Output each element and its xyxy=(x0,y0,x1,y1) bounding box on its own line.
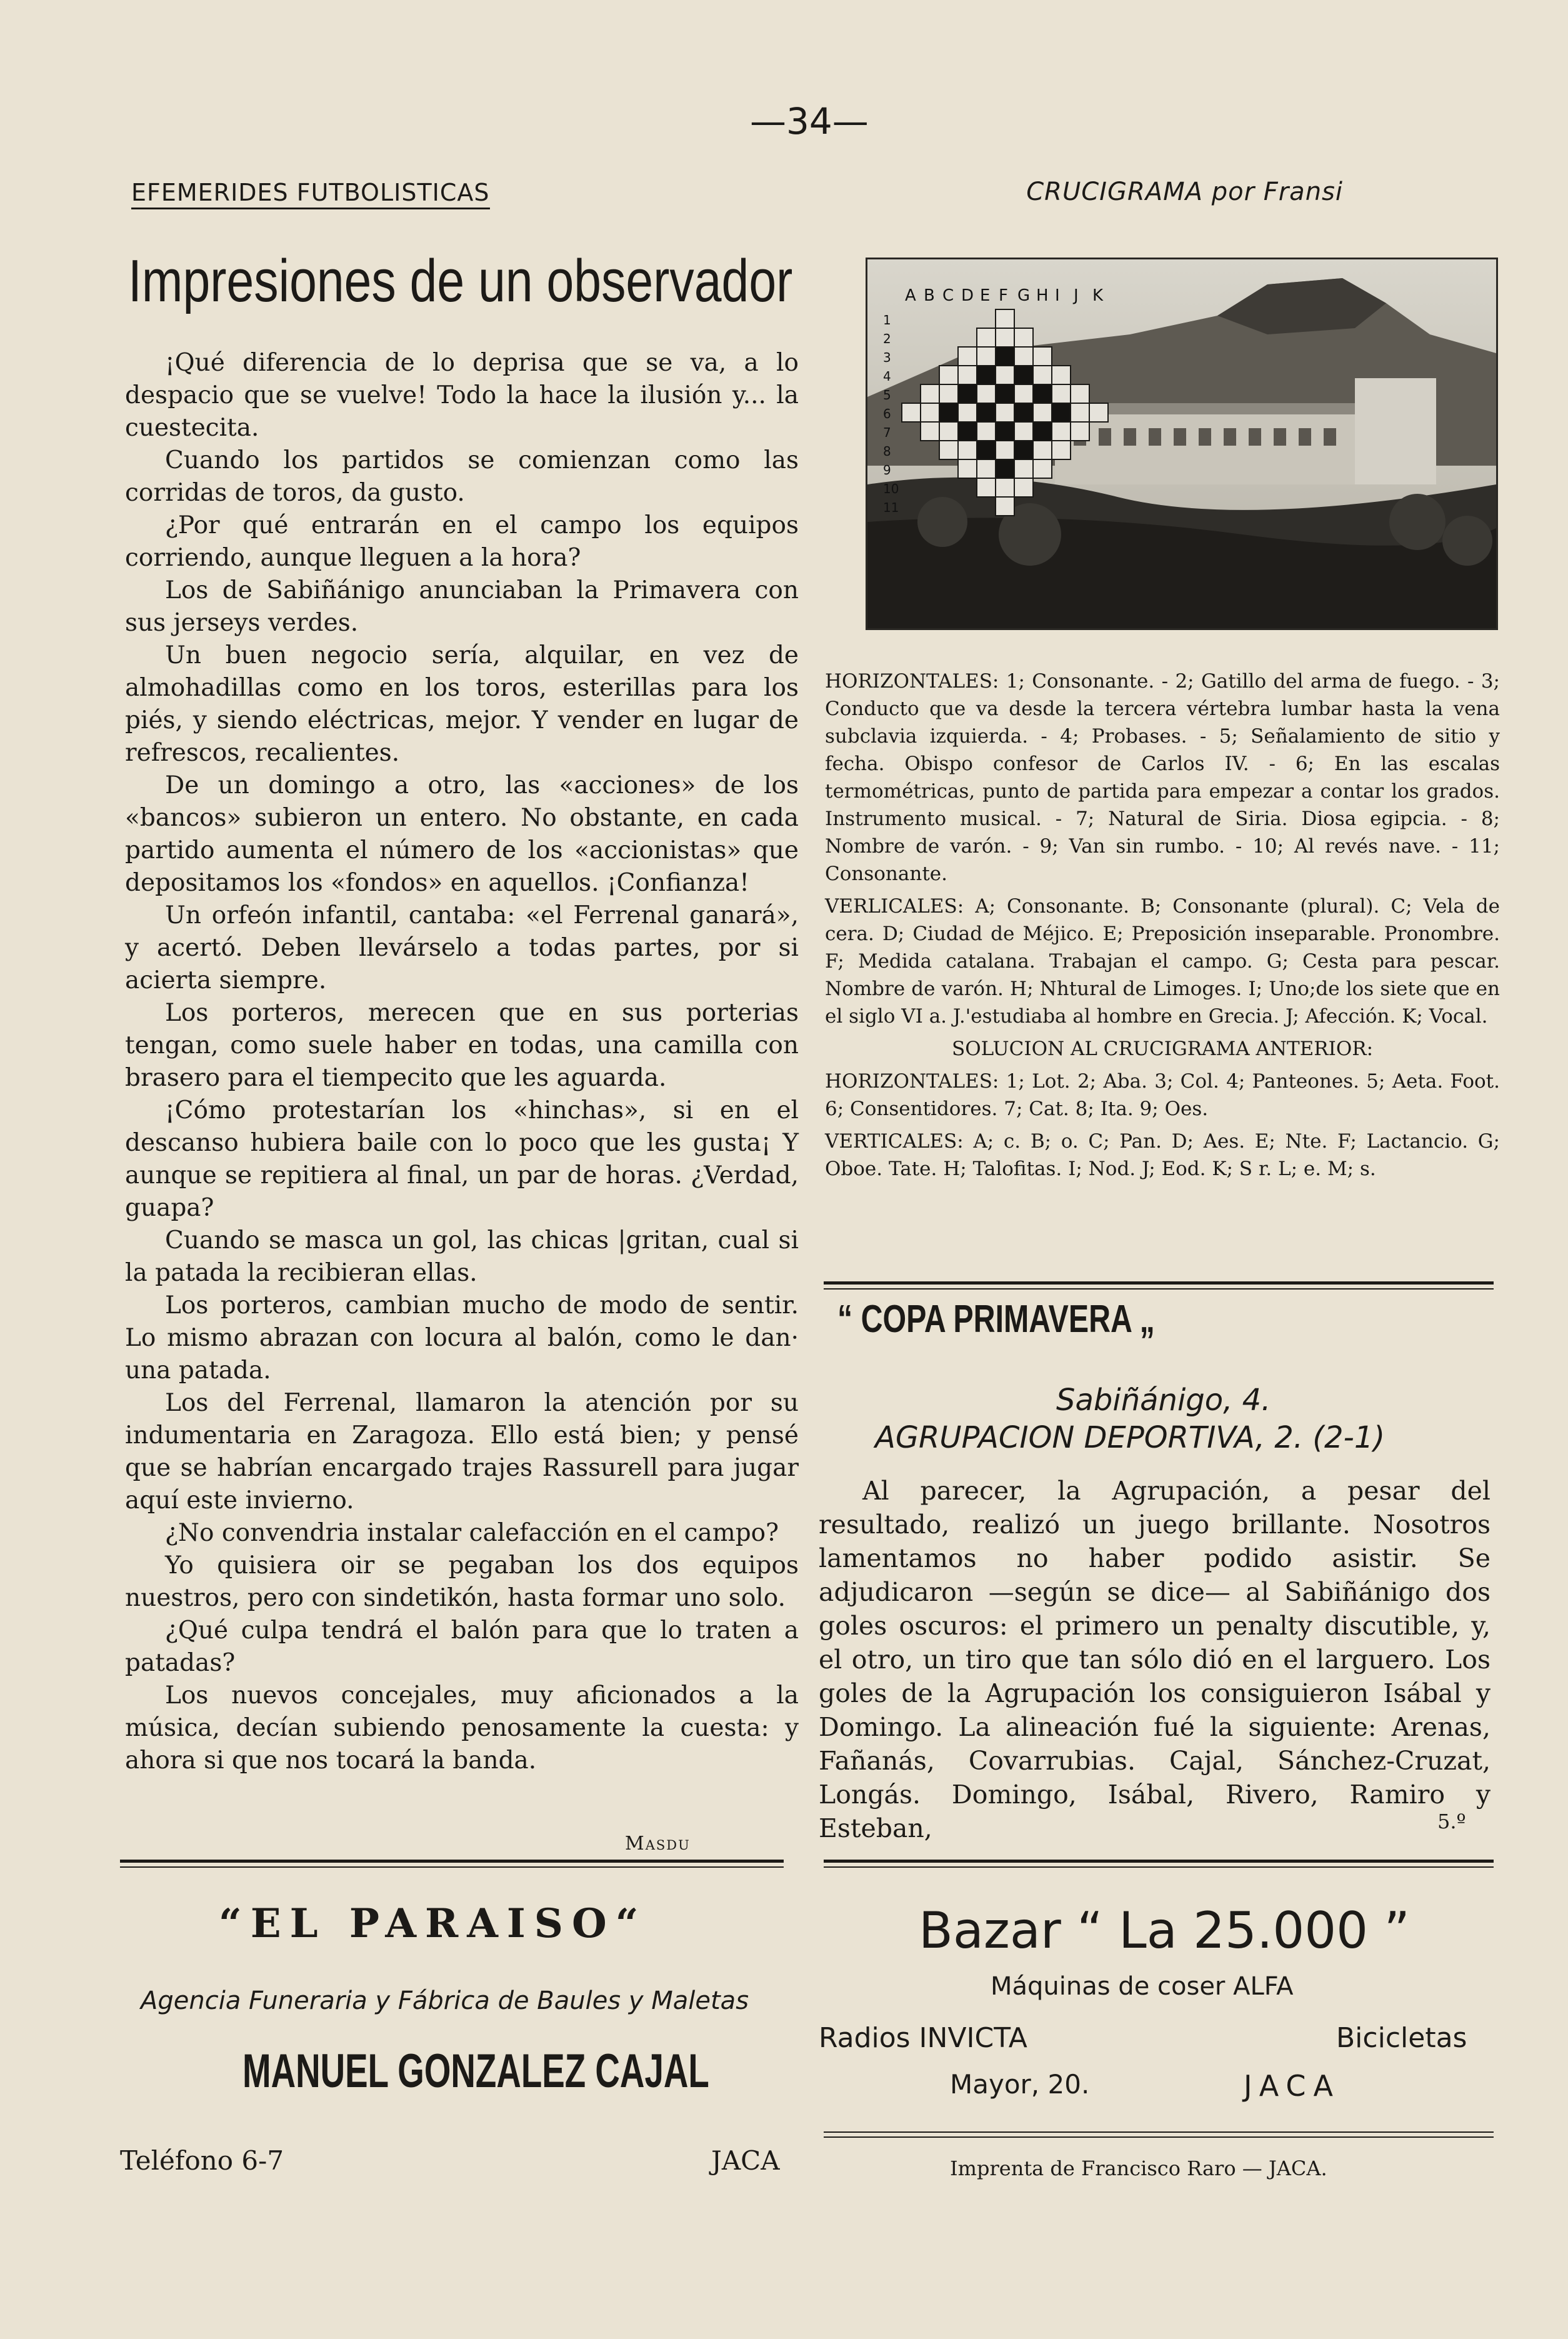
crossword-cell xyxy=(1052,403,1071,422)
crossword-cell xyxy=(1052,384,1071,403)
article-paragraph: Los nuevos concejales, muy aficionados a la música, decían subiendo penosamente la cuesta: y ahora si que nos tocará la banda. xyxy=(125,1681,799,1775)
score-away: AGRUPACION DEPORTIVA, 2. (2-1) xyxy=(875,1420,1386,1455)
crossword-column-letter: A xyxy=(905,286,916,305)
crossword-cell xyxy=(958,366,977,384)
crossword-row-number: 4 xyxy=(883,369,891,384)
divider-rule xyxy=(824,1281,1494,1290)
ad-bazar-address: Mayor, 20. xyxy=(950,2069,1090,2100)
crossword-cell xyxy=(977,441,996,459)
crossword-cell xyxy=(996,459,1014,478)
article-paragraph: Los del Ferrenal, llamaron la atención por su indumentaria en Zaragoza. Ello está bien; y pensé que se habrían encargado trajes Rassurell para jugar aquí este invierno. xyxy=(125,1389,799,1515)
copa-report xyxy=(819,1474,1491,1845)
crossword-cell xyxy=(958,459,977,478)
article-paragraph: Cuando los partidos se comienzan como las corridas de toros, da gusto. xyxy=(125,446,799,507)
crossword-cell xyxy=(996,422,1014,441)
copa-paragraph: Al parecer, la Agrupación, a pesar del resultado, realizó un juego brillante. Nosotros lamentamos no haber podido asistir. Se adjudicaron —según se dice— al Sabiñánigo dos goles oscuros: el primero un penalty discutible, y, el otro, un tiro que tan sólo dió en el larguero. Los goles de la Agrupación los consiguieron Isábal y Domingo. La alineación fué la siguiente: Arenas, Fañanás, Covarrubias. Cajal, Sánchez-Cruzat, Longás. Domingo, Isábal, Rivero, Ramiro y Esteban, xyxy=(819,1476,1491,1843)
crossword-cell xyxy=(939,422,958,441)
crossword-cell xyxy=(996,366,1014,384)
article-paragraph: ¿No convendria instalar calefacción en el campo? xyxy=(165,1519,779,1547)
crossword-cell xyxy=(921,403,939,422)
crossword-cell xyxy=(1014,328,1033,347)
ad-right-top-rule xyxy=(824,1860,1494,1868)
crossword-row-number: 2 xyxy=(883,331,891,346)
crossword-cell xyxy=(977,384,996,403)
crossword-cell xyxy=(1033,366,1052,384)
crossword-cell xyxy=(1014,366,1033,384)
crossword-column-letter: H xyxy=(1036,286,1049,305)
crossword-cell xyxy=(939,403,958,422)
crossword-cell xyxy=(1014,478,1033,497)
crossword-row-number: 1 xyxy=(883,313,891,328)
ad-paraiso-owner: MANUEL GONZALEZ CAJAL xyxy=(242,2045,709,2098)
crossword-cell xyxy=(996,309,1014,328)
crossword-cell xyxy=(996,478,1014,497)
crossword-photo xyxy=(866,258,1498,630)
crossword-row-number: 11 xyxy=(883,500,899,515)
copa-primavera-title: “ COPA PRIMAVERA „ xyxy=(837,1298,1155,1341)
crossword-cell xyxy=(1071,403,1089,422)
crossword-cell xyxy=(1014,422,1033,441)
crossword-cell xyxy=(977,478,996,497)
clues-horizontales: HORIZONTALES: 1; Consonante. - 2; Gatillo del arma de fuego. - 3; Conducto que va desde la tercera vértebra lumbar hasta la vena subclavia izquierda. - 4; Probases. - 5; Señalamiento de sitio y fecha. Obispo confesor de Carlos IV. - 6; En las escalas termométricas, punto de partida para empezar a contar los grados. Instrumento musical. - 7; Natural de Siria. Diosa egipcia. - 8; Nombre de varón. - 9; Van sin rumbo. - 10; Al revés nave. - 11; Consonante. xyxy=(825,670,1500,885)
article-paragraph: ¡Qué diferencia de lo deprisa que se va, a lo despacio que se vuelve! Todo la hace la ilusión y... la cuestecita. xyxy=(125,349,799,442)
article-title: Impresiones de un observador xyxy=(128,248,793,314)
solution-horizontales: HORIZONTALES: 1; Lot. 2; Aba. 3; Col. 4; Panteones. 5; Aeta. Foot. 6; Consentidores. 7; Cat. 8; Ita. 9; Oes. xyxy=(825,1070,1500,1120)
crossword-cell xyxy=(1089,403,1108,422)
crossword-cell xyxy=(977,328,996,347)
crossword-cell xyxy=(902,403,921,422)
crossword-cell xyxy=(1033,384,1052,403)
crossword-cell xyxy=(1014,459,1033,478)
ad-bazar-title: Bazar “ La 25.000 ” xyxy=(919,1901,1410,1960)
article-paragraph: ¡Cómo protestarían los «hinchas», si en el descanso hubiera baile con lo poco que les gusta¡ Y aunque se repitiera al final, un par de horas. ¿Verdad, guapa? xyxy=(125,1096,799,1222)
article-paragraph: ¿Qué culpa tendrá el balón para que lo traten a patadas? xyxy=(125,1616,799,1677)
article-paragraph: Los de Sabiñánigo anunciaban la Primavera con sus jerseys verdes. xyxy=(125,576,799,637)
crossword-cell xyxy=(996,497,1014,516)
crossword-cell xyxy=(958,384,977,403)
crossword-cell xyxy=(1014,384,1033,403)
imprint-rule xyxy=(824,2131,1494,2133)
ad-bazar-city: JACA xyxy=(1244,2069,1341,2103)
crossword-column-letter: J xyxy=(1074,286,1079,305)
solution-title: SOLUCION AL CRUCIGRAMA ANTERIOR: xyxy=(951,1038,1374,1060)
crossword-column-letter: G xyxy=(1017,286,1031,305)
ad-left-top-rule xyxy=(120,1860,784,1868)
ad-paraiso-city: JACA xyxy=(711,2145,780,2176)
crossword-cell xyxy=(1033,403,1052,422)
crossword-cell xyxy=(1014,441,1033,459)
crossword-cell xyxy=(958,403,977,422)
crossword-row-number: 10 xyxy=(883,481,899,496)
ad-paraiso-phone: Teléfono 6-7 xyxy=(120,2145,284,2176)
article-paragraph: Un orfeón infantil, cantaba: «el Ferrenal ganará», y acertó. Deben llevárselo a todas partes, por si acierta siempre. xyxy=(125,901,799,994)
crossword-cell xyxy=(1052,441,1071,459)
article-signature: Masdu xyxy=(625,1833,691,1855)
crossword-cell xyxy=(1071,384,1089,403)
crossword-row-number: 6 xyxy=(883,406,891,421)
crossword-cell xyxy=(1014,347,1033,366)
crossword-cell xyxy=(958,422,977,441)
crossword-column-letter: I xyxy=(1055,286,1060,305)
crossword-cell xyxy=(939,384,958,403)
crossword-column-letter: F xyxy=(999,286,1008,305)
crossword-cell xyxy=(996,384,1014,403)
crossword-column-letter: C xyxy=(942,286,954,305)
section-heading-crucigrama: CRUCIGRAMA por Fransi xyxy=(1026,178,1343,206)
crossword-cell xyxy=(977,347,996,366)
crossword-cell xyxy=(958,347,977,366)
copa-footnote: 5.º xyxy=(1437,1810,1466,1833)
crossword-row-number: 9 xyxy=(883,463,891,478)
crossword-cell xyxy=(996,403,1014,422)
crossword-photo-art xyxy=(867,259,1496,628)
crossword-cell xyxy=(977,366,996,384)
page-number: —34— xyxy=(750,100,869,143)
crossword-cell xyxy=(1033,459,1052,478)
article-paragraph: Los porteros, merecen que en sus porterias tengan, como suele haber en todas, una camilla con brasero para el tiempecito que les aguarda. xyxy=(125,999,799,1092)
solution-verticales: VERTICALES: A; c. B; o. C; Pan. D; Aes. E; Nte. F; Lactancio. G; Oboe. Tate. H; Talofitas. I; Nod. J; Eod. K; S r. L; e. M; s. xyxy=(825,1130,1500,1180)
crossword-cell xyxy=(939,441,958,459)
section-heading-efemerides: EFEMERIDES FUTBOLISTICAS xyxy=(131,179,490,209)
article-paragraph: Los porteros, cambian mucho de modo de sentir. Lo mismo abrazan con locura al balón, como le dan· una patada. xyxy=(125,1291,799,1385)
crossword-cell xyxy=(958,441,977,459)
crossword-cell xyxy=(1071,422,1089,441)
article-paragraph: Un buen negocio sería, alquilar, en vez de almohadillas como en los toros, esterillas para los piés, y siendo eléctricas, mejor. Y vender en lugar de refrescos, recalientes. xyxy=(125,641,799,767)
crossword-column-letter: K xyxy=(1092,286,1104,305)
imprint-rule xyxy=(824,2136,1494,2138)
crossword-cell xyxy=(921,422,939,441)
article-body xyxy=(125,347,799,1777)
crossword-row-number: 3 xyxy=(883,350,891,365)
crossword-cell xyxy=(977,459,996,478)
printer-imprint: Imprenta de Francisco Raro — JACA. xyxy=(950,2156,1327,2180)
crossword-cell xyxy=(921,384,939,403)
crossword-cell xyxy=(1014,403,1033,422)
crossword-cell xyxy=(1033,441,1052,459)
score-home: Sabiñánigo, 4. xyxy=(1056,1383,1271,1418)
crossword-cell xyxy=(1033,422,1052,441)
ad-bazar-bicycles: Bicicletas xyxy=(1336,2022,1467,2054)
crossword-cell xyxy=(996,441,1014,459)
article-paragraph: Cuando se masca un gol, las chicas |gritan, cual si la patada la recibieran ellas. xyxy=(125,1226,799,1287)
crossword-column-letter: D xyxy=(961,286,974,305)
crossword-cell xyxy=(939,366,958,384)
article-paragraph: De un domingo a otro, las «acciones» de los «bancos» subieron un entero. No obstante, en cada partido aumenta el número de los «accionistas» que depositamos los «fondos» en aquellos. ¡Confianza! xyxy=(125,771,799,897)
crossword-cell xyxy=(996,347,1014,366)
ad-bazar-sewing: Máquinas de coser ALFA xyxy=(991,1972,1294,2001)
article-paragraph: ¿Por qué entrarán en el campo los equipos corriendo, aunque lleguen a la hora? xyxy=(125,511,799,572)
crossword-row-number: 8 xyxy=(883,444,891,459)
article-paragraph: Yo quisiera oir se pegaban los dos equipos nuestros, pero con sindetikón, hasta formar uno solo. xyxy=(125,1551,799,1612)
crossword-row-number: 5 xyxy=(883,388,891,403)
crossword-cell xyxy=(1033,347,1052,366)
clues-verticales: VERLICALES: A; Consonante. B; Consonante (plural). C; Vela de cera. D; Ciudad de Méjico. E; Preposición inseparable. Pronombre. F; Medida catalana. Trabajan el campo. G; Cesta para pescar. Nombre de varón. H; Nhtural de Limoges. I; Uno;de los siete que en el siglo VI a. J.'estudiaba al hombre en Grecia. J; Afección. K; Vocal. xyxy=(825,895,1500,1028)
crossword-cell xyxy=(996,328,1014,347)
ad-paraiso-subtitle: Agencia Funeraria y Fábrica de Baules y Maletas xyxy=(141,1986,749,2015)
crossword-row-number: 7 xyxy=(883,425,891,440)
ad-paraiso-title: “EL PARAISO“ xyxy=(219,1900,647,1947)
crossword-column-letter: B xyxy=(924,286,935,305)
crossword-cell xyxy=(1052,422,1071,441)
crossword-clues xyxy=(825,668,1500,1188)
ad-bazar-radios: Radios INVICTA xyxy=(819,2022,1027,2054)
crossword-cell xyxy=(977,403,996,422)
crossword-cell xyxy=(1052,366,1071,384)
crossword-cell xyxy=(977,422,996,441)
crossword-column-letter: E xyxy=(980,286,991,305)
